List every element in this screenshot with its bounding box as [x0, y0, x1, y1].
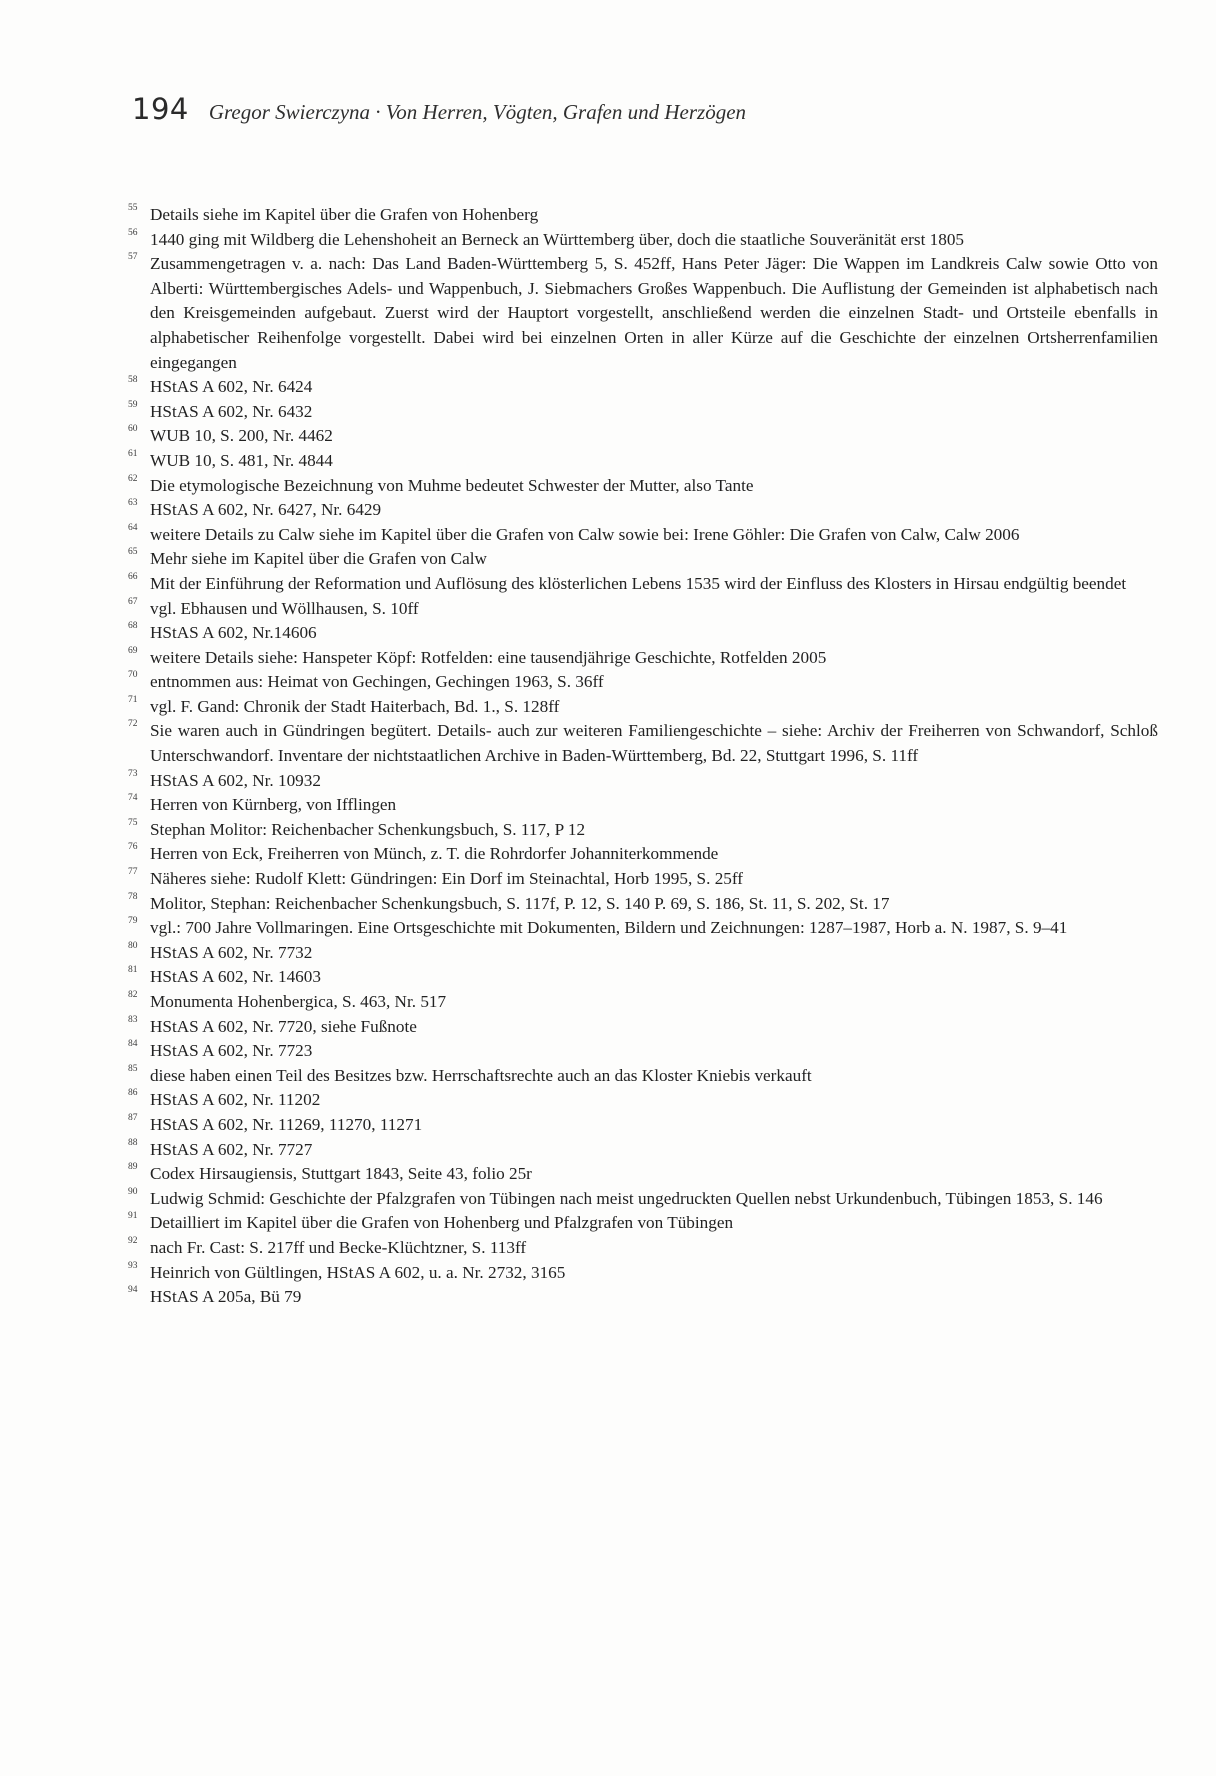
footnote-number: 78 [128, 891, 138, 902]
footnote-64 [128, 523, 1158, 548]
footnote-number: 77 [128, 867, 138, 878]
footnote-89 [128, 1162, 1158, 1187]
footnote-text: nach Fr. Cast: S. 217ff und Becke-Klüchtzner, S. 113ff [150, 1237, 527, 1257]
footnote-77 [128, 867, 1158, 892]
footnote-text: HStAS A 602, Nr. 11269, 11270, 11271 [150, 1114, 423, 1134]
footnote-91 [128, 1211, 1158, 1236]
footnote-number: 61 [128, 448, 138, 459]
footnote-92 [128, 1236, 1158, 1261]
footnote-text: HStAS A 602, Nr. 7720, siehe Fußnote [150, 1016, 417, 1036]
footnote-number: 89 [128, 1162, 138, 1173]
footnote-text: Details siehe im Kapitel über die Grafen von Hohenberg [150, 205, 539, 224]
footnote-83 [128, 1015, 1158, 1040]
footnote-text: Sie waren auch in Gündringen begütert. Details- auch zur weiteren Familiengeschichte – siehe: Archiv der Freiherren von Schwandorf, Schloß Unterschwandorf. Inventare der nichtstaatlichen Archive in Baden-Württemberg, Bd. 22, Stuttgart 1996, S. 11ff [150, 721, 1158, 766]
footnote-93 [128, 1261, 1158, 1286]
footnote-72 [128, 719, 1158, 768]
footnote-number: 64 [128, 522, 138, 533]
footnote-65 [128, 547, 1158, 572]
footnote-number: 84 [128, 1039, 138, 1050]
footnote-text: Codex Hirsaugiensis, Stuttgart 1843, Seite 43, folio 25r [150, 1164, 532, 1184]
footnote-71 [128, 695, 1158, 720]
footnote-text: 1440 ging mit Wildberg die Lehenshoheit an Berneck an Württemberg über, doch die staatliche Souveränität erst 1805 [150, 229, 965, 249]
footnote-number: 72 [128, 719, 138, 730]
footnote-text: weitere Details siehe: Hanspeter Köpf: Rotfelden: eine tausendjährige Geschichte, Rotfelden 2005 [150, 647, 827, 667]
footnote-number: 70 [128, 670, 138, 681]
footnote-text: HStAS A 602, Nr.14606 [150, 623, 317, 643]
footnote-73 [128, 769, 1158, 794]
page-header [132, 92, 1132, 132]
footnote-number: 86 [128, 1088, 138, 1099]
footnote-text: HStAS A 205a, Bü 79 [150, 1287, 302, 1307]
footnote-text: WUB 10, S. 200, Nr. 4462 [150, 426, 333, 446]
footnote-number: 94 [128, 1285, 138, 1296]
footnote-76 [128, 842, 1158, 867]
footnote-text: Näheres siehe: Rudolf Klett: Gündringen: Ein Dorf im Steinachtal, Horb 1995, S. 25ff [150, 869, 744, 889]
footnote-number: 92 [128, 1235, 138, 1246]
footnote-80 [128, 941, 1158, 966]
footnote-55 [128, 203, 1158, 228]
footnote-number: 71 [128, 694, 138, 705]
footnote-text: HStAS A 602, Nr. 10932 [150, 770, 321, 790]
footnote-number: 56 [128, 227, 138, 238]
footnote-number: 58 [128, 375, 138, 386]
footnote-90 [128, 1187, 1158, 1212]
footnote-70 [128, 670, 1158, 695]
footnote-number: 83 [128, 1014, 138, 1025]
footnote-text: Heinrich von Gültlingen, HStAS A 602, u. a. Nr. 2732, 3165 [150, 1262, 566, 1282]
footnote-number: 55 [128, 203, 138, 213]
footnote-number: 90 [128, 1186, 138, 1197]
footnote-number: 88 [128, 1137, 138, 1148]
footnote-63 [128, 498, 1158, 523]
footnote-text: Monumenta Hohenbergica, S. 463, Nr. 517 [150, 992, 447, 1011]
footnote-text: HStAS A 602, Nr. 6427, Nr. 6429 [150, 500, 382, 520]
footnote-number: 62 [128, 473, 138, 484]
footnote-79 [128, 916, 1158, 941]
footnote-86 [128, 1088, 1158, 1113]
footnote-text: HStAS A 602, Nr. 14603 [150, 967, 321, 987]
footnote-text: HStAS A 602, Nr. 6432 [150, 401, 313, 421]
footnote-78 [128, 892, 1158, 917]
footnote-number: 85 [128, 1063, 138, 1074]
footnote-number: 63 [128, 498, 138, 509]
footnote-number: 57 [128, 252, 138, 263]
footnote-text: Molitor, Stephan: Reichenbacher Schenkungsbuch, S. 117f, P. 12, S. 140 P. 69, S. 186, St. 11, S. 202, St. 17 [150, 893, 890, 913]
footnote-text: Herren von Eck, Freiherren von Münch, z. T. die Rohrdorfer Johanniterkommende [150, 844, 719, 864]
footnote-84 [128, 1039, 1158, 1064]
footnote-text: Stephan Molitor: Reichenbacher Schenkungsbuch, S. 117, P 12 [150, 819, 586, 839]
footnote-88 [128, 1138, 1158, 1163]
footnote-56 [128, 228, 1158, 253]
footnote-number: 69 [128, 645, 138, 656]
footnote-85 [128, 1064, 1158, 1089]
footnote-number: 79 [128, 916, 138, 927]
footnote-number: 74 [128, 793, 138, 804]
footnote-number: 76 [128, 842, 138, 853]
footnote-text: Mehr siehe im Kapitel über die Grafen von Calw [150, 549, 487, 569]
footnote-text: Die etymologische Bezeichnung von Muhme bedeutet Schwester der Mutter, also Tante [150, 475, 754, 495]
footnote-75 [128, 818, 1158, 843]
footnote-94 [128, 1285, 1158, 1310]
footnote-text: Mit der Einführung der Reformation und Auflösung des klösterlichen Lebens 1535 wird der Einfluss des Klosters in Hirsau endgültig beendet [150, 573, 1127, 593]
footnote-number: 60 [128, 424, 138, 435]
footnote-62 [128, 474, 1158, 499]
footnote-60 [128, 424, 1158, 449]
footnote-text: HStAS A 602, Nr. 7723 [150, 1041, 313, 1061]
footnote-number: 68 [128, 621, 138, 632]
footnote-61 [128, 449, 1158, 474]
footnote-number: 80 [128, 940, 138, 951]
footnote-text: HStAS A 602, Nr. 6424 [150, 377, 313, 397]
footnote-number: 91 [128, 1211, 138, 1222]
footnote-82 [128, 990, 1158, 1015]
footnote-text: HStAS A 602, Nr. 11202 [150, 1090, 321, 1110]
footnotes-list [128, 203, 1158, 1310]
footnote-number: 81 [128, 965, 138, 976]
footnote-number: 93 [128, 1260, 138, 1271]
footnote-68 [128, 621, 1158, 646]
footnote-number: 82 [128, 990, 138, 1000]
footnote-58 [128, 375, 1158, 400]
page-number: 194 [132, 92, 189, 126]
footnote-text: WUB 10, S. 481, Nr. 4844 [150, 450, 333, 470]
footnote-number: 59 [128, 399, 138, 410]
footnote-81 [128, 965, 1158, 990]
footnote-number: 87 [128, 1112, 138, 1123]
footnote-text: entnommen aus: Heimat von Gechingen, Gechingen 1963, S. 36ff [150, 672, 604, 692]
footnote-text: diese haben einen Teil des Besitzes bzw. Herrschaftsrechte auch an das Kloster Kniebis verkauft [150, 1065, 812, 1085]
footnote-text: Ludwig Schmid: Geschichte der Pfalzgrafen von Tübingen nach meist ungedruckten Quellen nebst Urkundenbuch, Tübingen 1853, S. 146 [150, 1188, 1103, 1208]
footnote-text: HStAS A 602, Nr. 7732 [150, 942, 313, 962]
footnote-text: Detailliert im Kapitel über die Grafen von Hohenberg und Pfalzgrafen von Tübingen [150, 1213, 734, 1233]
footnote-number: 66 [128, 571, 138, 582]
footnote-74 [128, 793, 1158, 818]
footnote-text: Herren von Kürnberg, von Ifflingen [150, 795, 397, 815]
footnote-text: weitere Details zu Calw siehe im Kapitel über die Grafen von Calw sowie bei: Irene Göhler: Die Grafen von Calw, Calw 2006 [150, 524, 1020, 544]
footnote-text: Zusammengetragen v. a. nach: Das Land Baden-Württemberg 5, S. 452ff, Hans Peter Jäger: Die Wappen im Landkreis Calw sowie Otto von Alberti: Württembergisches Adels- und Wappenbuch, J. Siebmachers Großes Wappenbuch. Die Auflistung der Gemeinden ist alphabetisch nach den Kreisgemeinden aufgebaut. Zuerst wird der Hauptort vorgestellt, anschließend werden die einzelnen Stadt- und Ortsteile ebenfalls in alphabetischer Reihenfolge vorgestellt. Dabei wird bei einzelnen Orten in aller Kürze auf die Geschichte der einzelnen Ortsherrenfamilien eingegangen [150, 254, 1158, 372]
footnote-text: vgl.: 700 Jahre Vollmaringen. Eine Ortsgeschichte mit Dokumenten, Bildern und Zeichnungen: 1287–1987, Horb a. N. 1987, S. 9–41 [150, 918, 1068, 938]
running-title: Gregor Swierczyna · Von Herren, Vögten, Grafen und Herzögen [208, 100, 747, 124]
footnote-number: 67 [128, 596, 138, 607]
footnote-87 [128, 1113, 1158, 1138]
footnote-number: 65 [128, 547, 138, 558]
footnote-text: vgl. Ebhausen und Wöllhausen, S. 10ff [150, 598, 419, 618]
footnote-66 [128, 572, 1158, 597]
footnote-57 [128, 252, 1158, 375]
footnote-59 [128, 400, 1158, 425]
footnote-number: 75 [128, 817, 138, 828]
footnote-69 [128, 646, 1158, 671]
footnote-text: vgl. F. Gand: Chronik der Stadt Haiterbach, Bd. 1., S. 128ff [150, 696, 560, 716]
footnote-number: 73 [128, 768, 138, 779]
footnote-text: HStAS A 602, Nr. 7727 [150, 1139, 313, 1159]
footnote-67 [128, 597, 1158, 622]
